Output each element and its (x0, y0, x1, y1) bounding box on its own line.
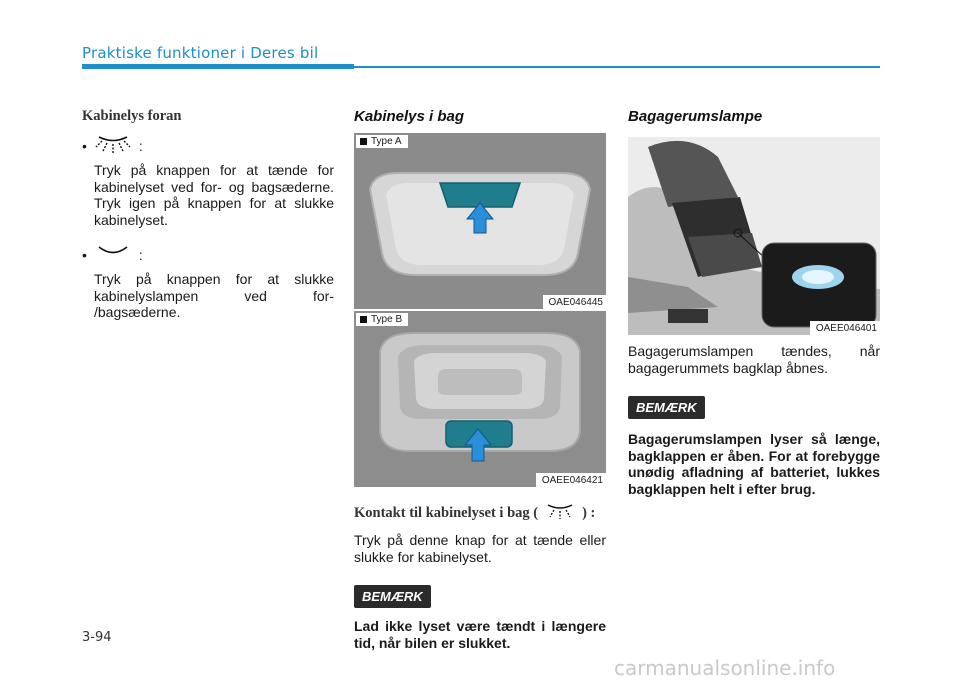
page-number: 3-94 (82, 630, 112, 645)
door-lamp-icon (93, 133, 133, 158)
note-badge: BEMÆRK (354, 585, 431, 608)
figure-type-a (354, 133, 606, 309)
bullet-marker: • (82, 246, 87, 263)
header-rule-thick (82, 64, 354, 69)
trunk-lamp-description: Bagagerumslampen tændes, når bagagerummets bagklap åbnes. (628, 343, 880, 376)
section-title: Praktiske funktioner i Deres bil (82, 44, 319, 62)
bullet-door-lamp (82, 133, 334, 158)
figure-code: OAEE046421 (536, 473, 606, 487)
note-badge: BEMÆRK (628, 396, 705, 419)
note-wrapper (628, 396, 880, 419)
column-trunk-lamp (628, 108, 880, 497)
bullet-colon: : (138, 137, 143, 154)
watermark: carmanualsonline.info (614, 656, 836, 680)
figure-tag: Type B (356, 313, 408, 326)
rear-note-text: Lad ikke lyset være tændt i længere tid, når bilen er slukket. (354, 618, 606, 651)
figure-code: OAEE046401 (810, 321, 880, 335)
trunk-note-text: Bagagerumslampen lyser så længe, bagklappen er åben. For at forebygge unødig afladning af batteriet, lukkes bagklappen helt i efter brug. (628, 431, 880, 497)
trunk-lamp-illustration (628, 137, 880, 335)
column-front-lights (82, 108, 334, 321)
rear-lamp-type-a-illustration (354, 133, 606, 309)
header-rule-thin (354, 66, 880, 68)
figure-tag: Type A (356, 135, 408, 148)
lamp-off-icon (93, 242, 133, 267)
heading-trunk-lamp: Bagagerumslampe (628, 108, 763, 125)
door-lamp-description: Tryk på knappen for at tænde for kabinelyset ved for- og bagsæderne. Tryk igen på knappen for at slukke kabinelyset. (94, 162, 334, 228)
heading-rear-contact: Kontakt til kabinelyset i bag ( ) : (354, 501, 606, 526)
bullet-lamp-off (82, 242, 334, 267)
bullet-marker: • (82, 137, 87, 154)
figure-code: OAE046445 (543, 295, 607, 309)
heading-front-lights: Kabinelys foran (82, 108, 182, 124)
bullet-colon: : (138, 246, 143, 263)
rear-contact-description: Tryk på denne knap for at tænde eller slukke for kabinelyset. (354, 532, 606, 565)
rear-lamp-type-b-illustration (354, 311, 606, 487)
rear-lamp-icon (542, 501, 578, 526)
note-wrapper (354, 585, 606, 608)
figure-type-b (354, 311, 606, 487)
column-rear-lights (354, 108, 606, 651)
heading-rear-lights: Kabinelys i bag (354, 108, 465, 125)
figure-trunk (628, 137, 880, 335)
lamp-off-description: Tryk på knappen for at slukke kabinelyslampen ved for- /bagsæderne. (94, 271, 334, 320)
